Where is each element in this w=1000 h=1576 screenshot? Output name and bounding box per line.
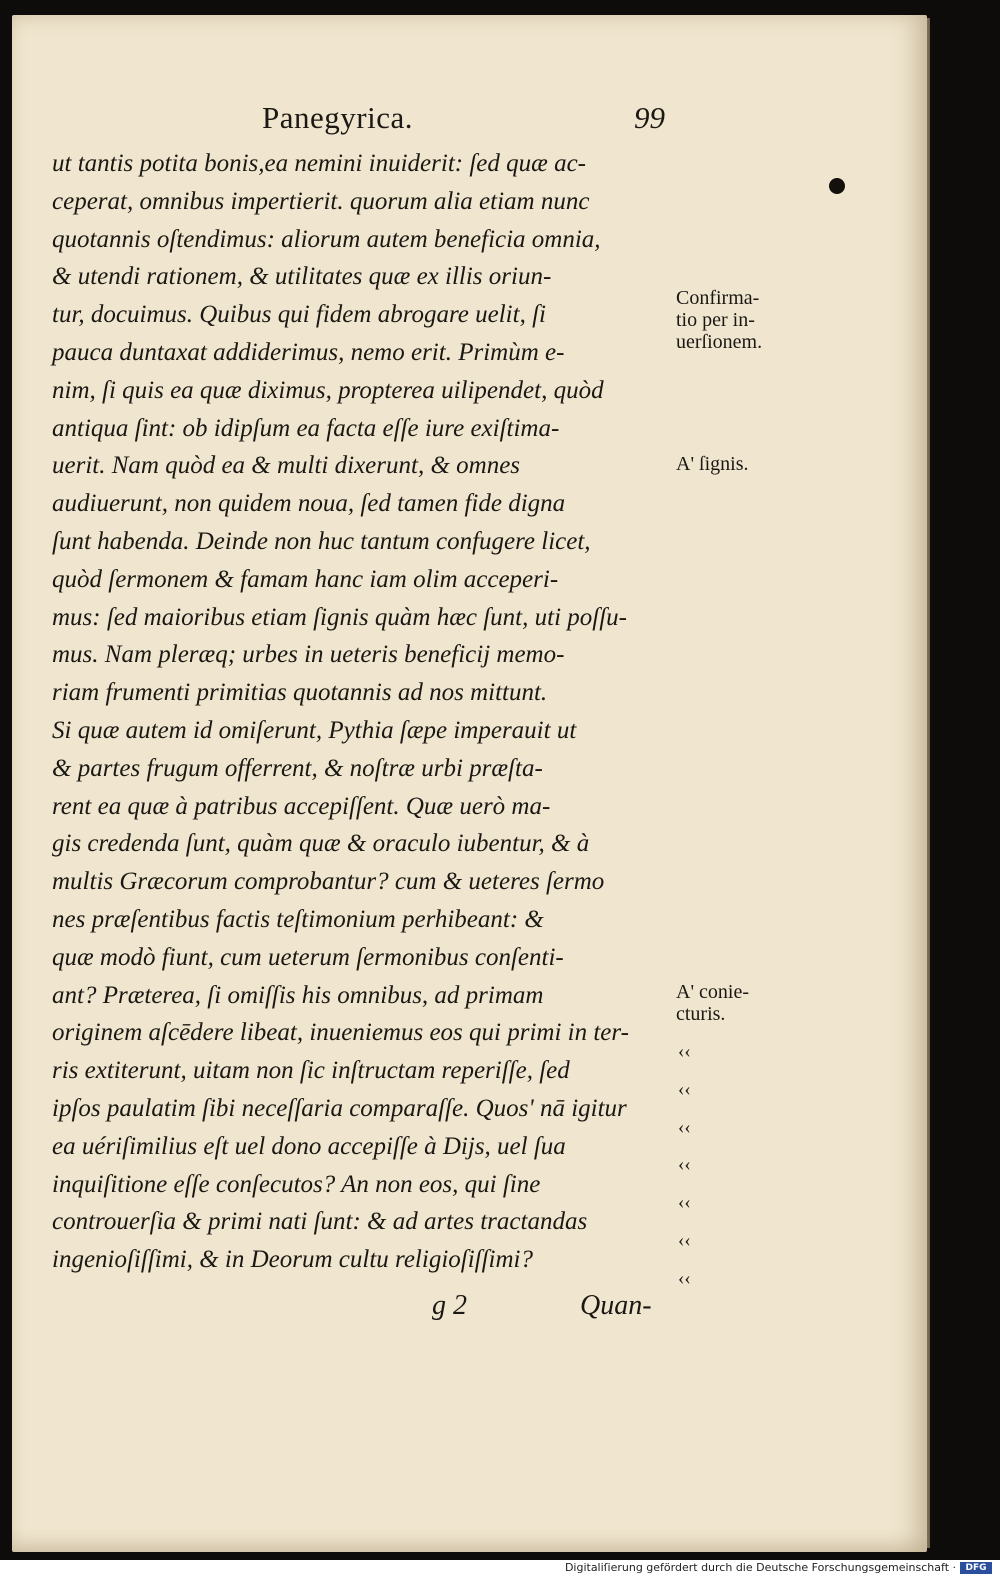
quote-mark: ‹‹	[678, 1078, 691, 1100]
margin-note-line: A' conie-	[676, 981, 750, 1003]
text-line: ingenioſiſſimi, & in Deorum cultu religioſiſſimi?	[52, 1246, 533, 1274]
text-line: gis credenda ſunt, quàm quæ & oraculo iubentur, & à	[52, 830, 590, 858]
quote-mark: ‹‹	[678, 1267, 691, 1289]
text-line: ut tantis potita bonis,ea nemini inuiderit: ſed quæ ac-	[52, 150, 586, 177]
text-line: ea uériſimilius eſt uel dono accepiſſe à Dijs, uel ſua	[52, 1132, 566, 1160]
text-line: quotannis oſtendimus: aliorum autem beneficia omnia,	[52, 225, 601, 253]
text-line: originem aſcēdere libeat, inueniemus eos qui primi in ter-	[52, 1019, 629, 1047]
text-line: ſunt habenda. Deinde non huc tantum confugere licet,	[52, 527, 591, 555]
text-line: ipſos paulatim ſibi neceſſaria comparaſſe. Quos' nā igitur	[52, 1094, 627, 1122]
book-page	[12, 15, 927, 1552]
margin-note-coniecturis	[676, 981, 816, 1025]
text-line: multis Græcorum comprobantur? cum & ueteres ſermo	[52, 868, 605, 896]
quote-mark: ‹‹	[678, 1192, 691, 1214]
text-line: quæ modò fiunt, cum ueterum ſermonibus conſenti-	[52, 943, 564, 971]
text-line: riam frumenti primitias quotannis ad nos mittunt.	[52, 679, 548, 707]
dfg-logo: DFG	[960, 1562, 992, 1574]
text-line: inquiſitione eſſe conſecutos? An non eos, qui ſine	[52, 1170, 541, 1198]
catchword: Quan-	[580, 1290, 652, 1321]
quote-mark: ‹‹	[678, 1041, 691, 1062]
quote-mark: ‹‹	[678, 1154, 691, 1176]
text-line: antiqua ſint: ob idipſum ea facta eſſe iure exiſtima-	[52, 414, 560, 442]
margin-note-line: tio per in-	[676, 309, 755, 331]
text-line: ceperat, omnibus impertierit. quorum alia etiam nunc	[52, 187, 590, 215]
text-line: ris extiterunt, uitam non ſic inſtructam reperiſſe, ſed	[52, 1057, 570, 1085]
text-line: pauca duntaxat addiderimus, nemo erit. Primùm e-	[52, 338, 565, 366]
text-line: mus. Nam pleræq; urbes in ueteris beneficij memo-	[52, 641, 565, 669]
text-line: mus: ſed maioribus etiam ſignis quàm hæc ſunt, uti poſſu-	[52, 603, 627, 631]
text-line: Si quæ autem id omiſerunt, Pythia ſæpe imperauit ut	[52, 716, 577, 744]
text-line: nes præſentibus factis teſtimonium perhibeant: &	[52, 905, 544, 933]
text-line: controuerſia & primi nati ſunt: & ad artes tractandas	[52, 1208, 588, 1236]
text-line: ant? Præterea, ſi omiſſis his omnibus, ad primam	[52, 981, 544, 1009]
page-header	[12, 100, 927, 140]
catchline	[432, 1290, 692, 1330]
body-text	[52, 145, 682, 1279]
margin-note-line: cturis.	[676, 1003, 726, 1025]
margin-note-line: Confirma-	[676, 287, 760, 309]
quote-mark: ‹‹	[678, 1116, 691, 1138]
text-line: uerit. Nam quòd ea & multi dixerunt, & omnes	[52, 452, 521, 480]
text-line: & utendi rationem, & utilitates quæ ex illis oriun-	[52, 263, 552, 291]
text-line: quòd ſermonem & famam hanc iam olim acceperi-	[52, 565, 559, 593]
text-line: & partes frugum offerrent, & noſtræ urbi præſta-	[52, 754, 543, 782]
footer-bar	[0, 1560, 1000, 1576]
funding-credit: Digitaliſierung gefördert durch die Deutsche Forschungsgemeinschaft ·	[564, 1561, 956, 1574]
text-line: rent ea quæ à patribus accepiſſent. Quæ uerò ma-	[52, 792, 551, 820]
signature-mark: g 2	[432, 1290, 467, 1321]
margin-note-line: uerſionem.	[676, 331, 763, 353]
margin-note-signis: A' ſignis.	[676, 453, 749, 475]
marginal-quote-marks	[678, 1033, 691, 1298]
running-title: Panegyrica.	[262, 100, 413, 135]
text-line: audiuerunt, non quidem noua, ſed tamen fide digna	[52, 490, 566, 518]
text-line: nim, ſi quis ea quæ diximus, propterea uilipendet, quòd	[52, 376, 604, 404]
page-number: 99	[634, 100, 665, 135]
ink-spot	[829, 178, 845, 194]
quote-mark: ‹‹	[678, 1229, 691, 1251]
margin-note-confirmatio	[676, 287, 816, 353]
text-line: tur, docuimus. Quibus qui fidem abrogare uelit, ſi	[52, 301, 546, 329]
